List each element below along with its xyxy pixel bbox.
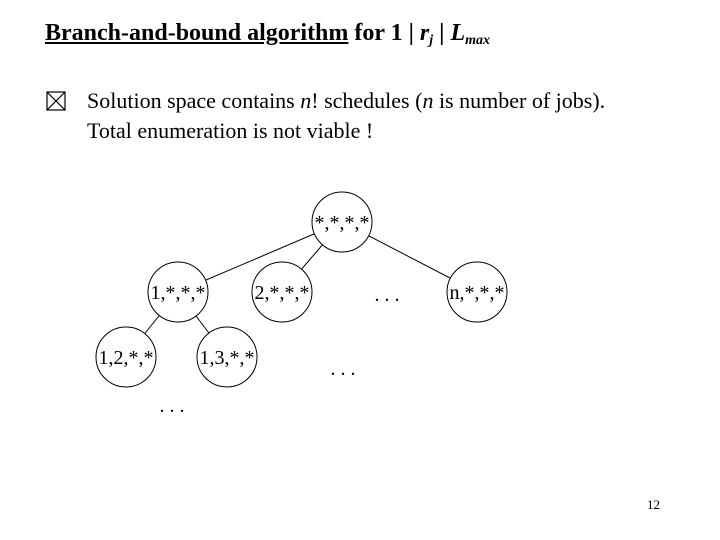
bullet-n-2: n — [422, 88, 434, 113]
title-for: for 1 | — [354, 20, 414, 46]
node-12 — [96, 327, 156, 387]
title-L-sub: max — [465, 33, 490, 48]
title-r-sub: j — [429, 33, 434, 48]
node-1 — [148, 262, 208, 322]
title-r: r — [419, 20, 430, 46]
node-1-label: 1,*,*,* — [150, 282, 206, 304]
node-n-label: n,*,*,* — [449, 282, 505, 304]
bullet-line-1-a: Solution space contains — [87, 88, 301, 113]
bullet-line-2: Total enumeration is not viable ! — [87, 118, 374, 143]
level1-ellipsis: . . . — [374, 284, 400, 306]
title-sep: | — [439, 20, 445, 46]
node-2-label: 2,*,*,* — [254, 282, 310, 304]
node-13-label: 1,3,*,* — [199, 347, 255, 369]
bullet-line-1-c: is number of jobs). — [433, 88, 606, 113]
level2-ellipsis: . . . — [330, 358, 356, 380]
bullet-n-1: n — [300, 88, 312, 113]
node-root-label: *,*,*,* — [314, 212, 370, 234]
page-number: 12 — [647, 497, 660, 512]
node-2 — [252, 262, 312, 322]
node-13 — [197, 327, 257, 387]
node-12-label: 1,2,*,* — [98, 347, 154, 369]
bullet-line-1-b: ! schedules ( — [311, 88, 423, 113]
level3-ellipsis: . . . — [159, 395, 185, 417]
node-root — [312, 192, 372, 252]
node-n — [447, 262, 507, 322]
title-prefix: Branch-and-bound algorithm — [45, 20, 349, 46]
title-L: L — [450, 20, 466, 46]
